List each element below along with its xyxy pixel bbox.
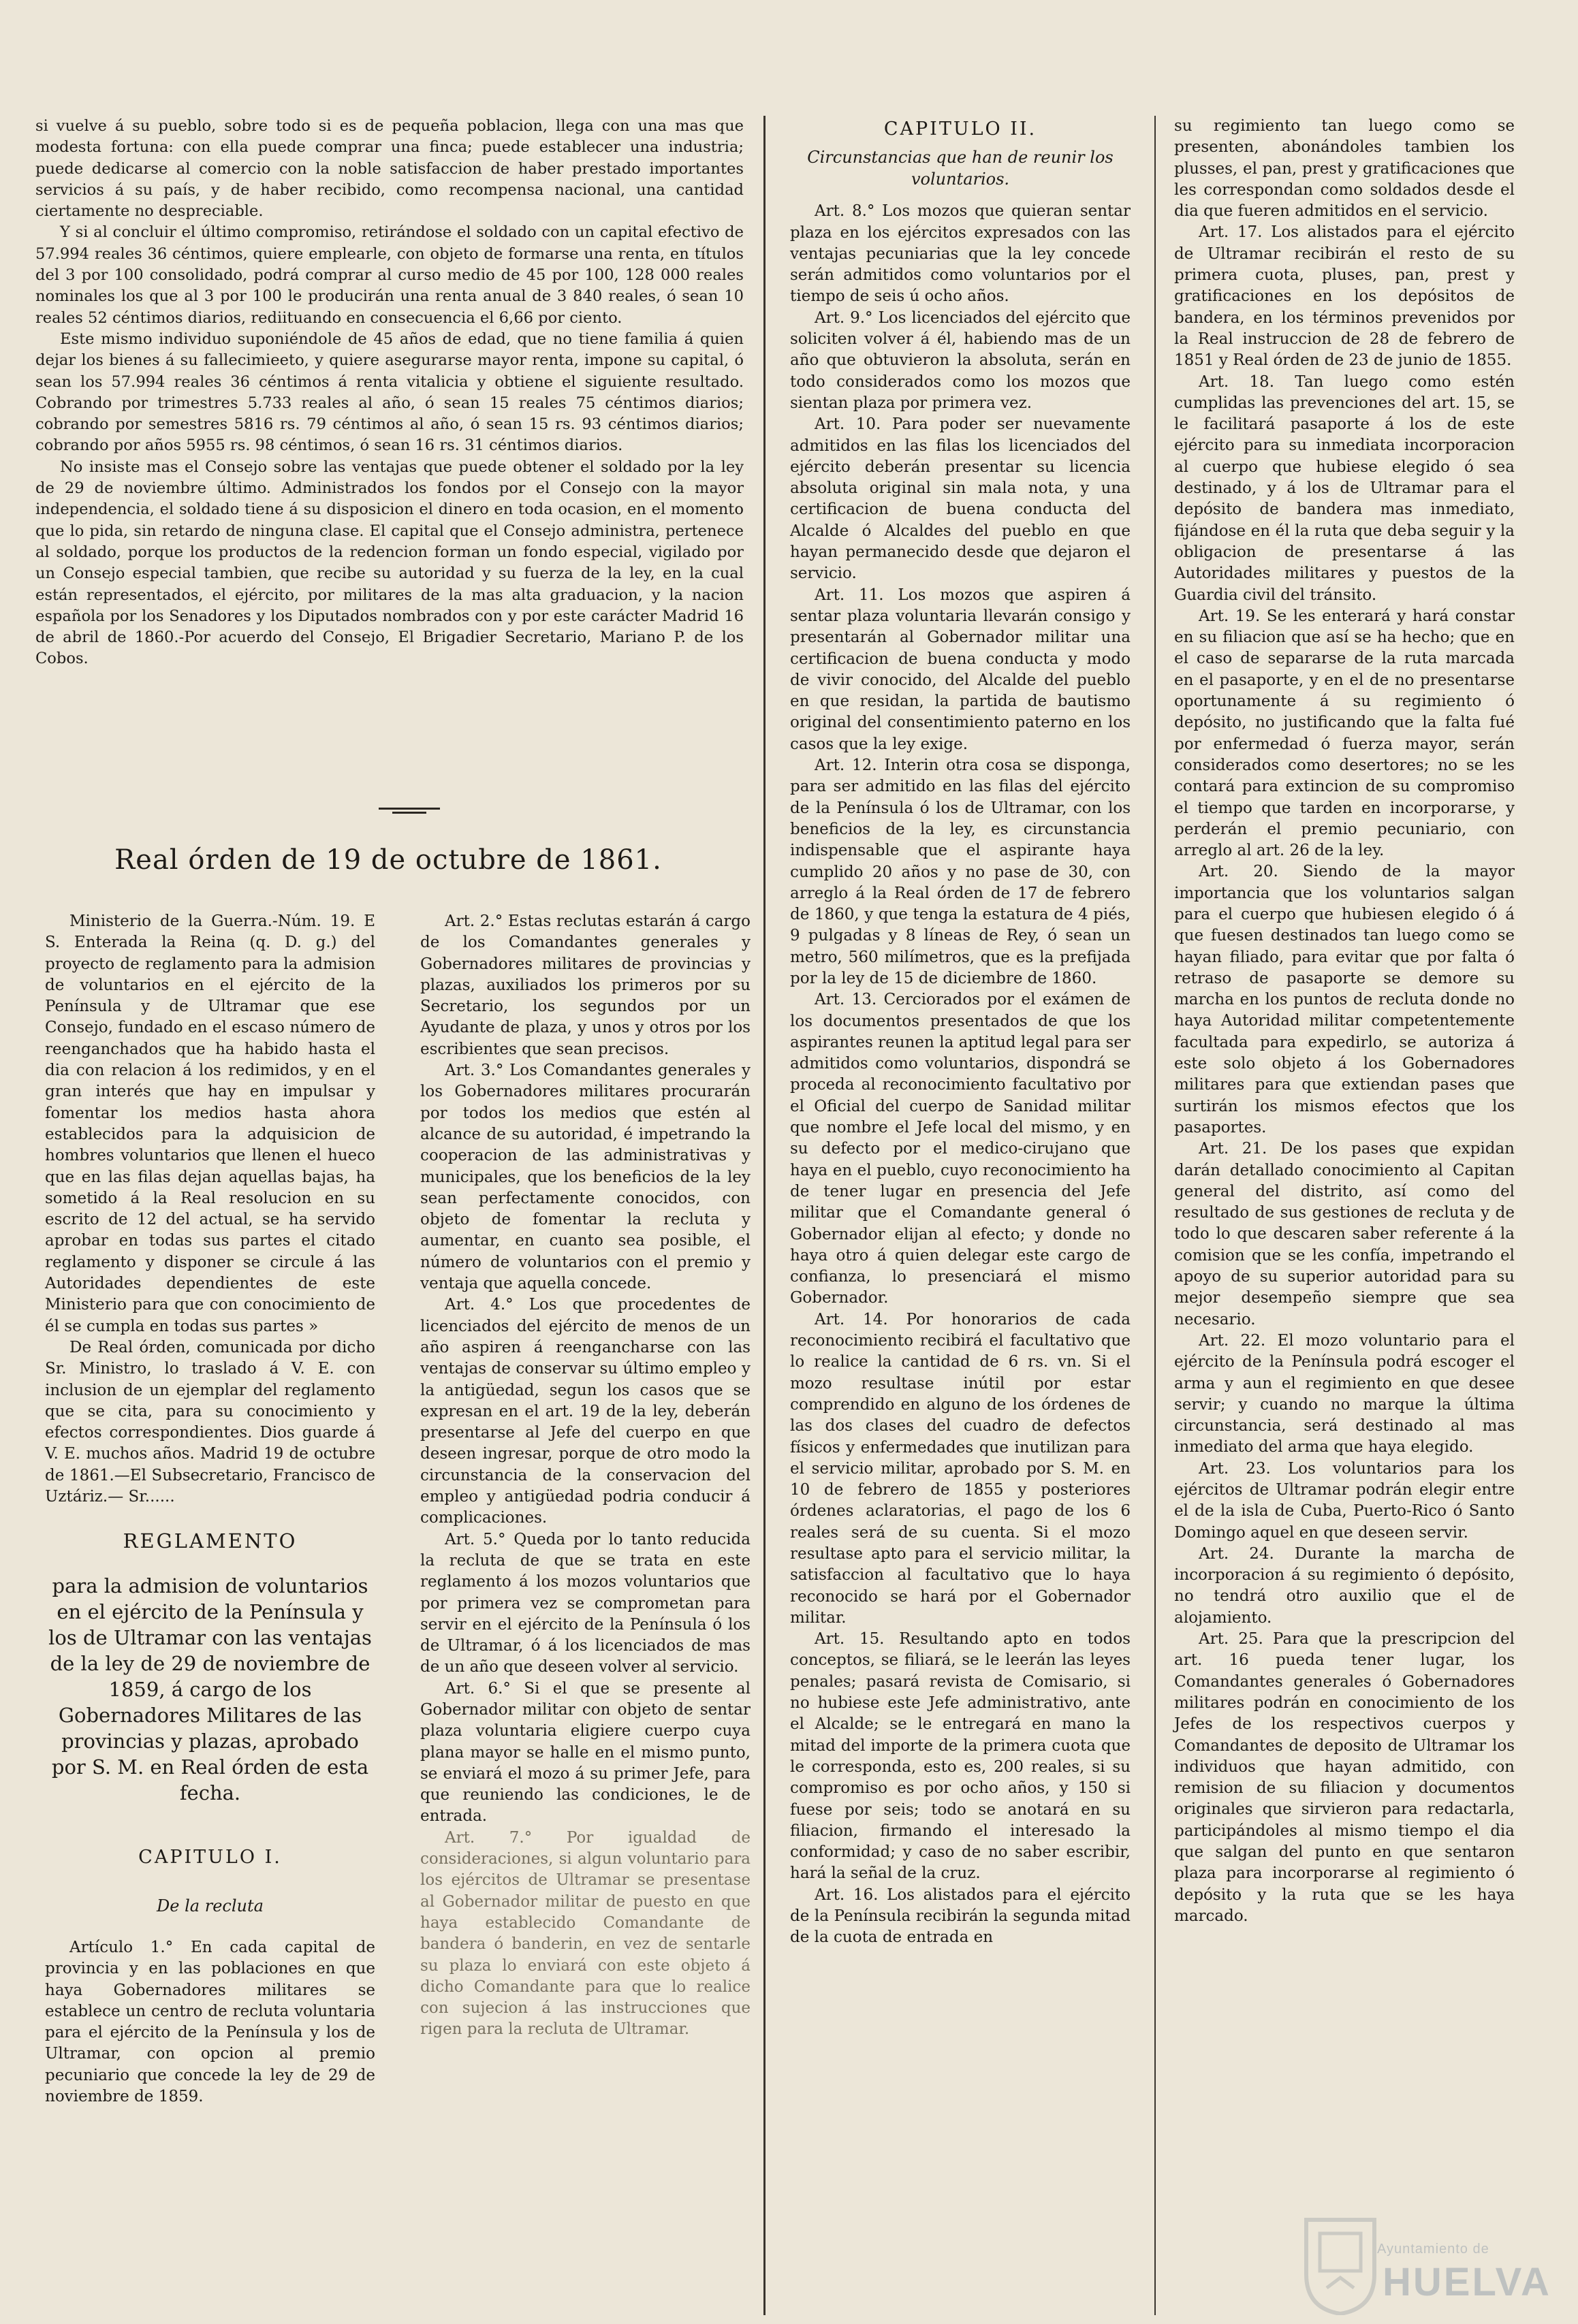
paragraph: Art. 7.° Por igualdad de consideraciones, si algun voluntario para los ejércitos de Ultramar se presentase al Gobernador militar de puesto en que haya establecido Comandante de bandera ó banderin, en vez de sentarle su plaza lo enviará con este objeto á dicho Comandante para que lo realice con sujecion á las instrucciones que rigen para la recluta de Ultramar.: [420, 1828, 751, 2039]
paragraph: su regimiento tan luego como se presenten, abonándoles tambien los plusses, el pan, prest y gratificaciones que les correspondan como soldados desde el dia que fueren admitidos en el servicio.: [1174, 117, 1515, 221]
paragraph: Y si al concluir el último compromiso, retirándose el soldado con un capital efectivo de 57.994 reales 36 céntimos, quiere emplearle, con objeto de formarse una renta, en títulos del 3 por 100 consolidado, podrá comprar al curso medio de 45 por 100, 128 000 reales nominales los que al 3 por 100 le producirán una renta anual de 3 840 reales, ó sean 10 reales 52 céntimos diarios, rediituando en consecuencia el 6,66 por ciento.: [35, 223, 744, 327]
column-rule-1: [763, 116, 766, 2315]
paragraph: Art. 19. Se les enterará y hará constar en su filiacion que así se ha hecho; que en el caso de separarse de la ruta marcada en el pasaporte, y en el de no presentarse oportunamente á su regimiento ó depósito, no justificando que la falta fué por enfermedad ó fuerza mayor, serán considerados como desertores; no se les contará para extincion de su compromiso el tiempo que tarden en incorporarse, y perderán el premio pecuniario, con arreglo al art. 26 de la ley.: [1174, 607, 1515, 860]
paragraph: Art. 18. Tan luego como estén cumplidas las prevenciones del art. 15, se le facilitará pasaporte á los de este ejército para su inmediata incorporacion al cuerpo que hubiese elegido ó sea destinado, y á los de Ultramar para el depósito de bandera mas inmediato, fijándose en él la ruta que deba seguir y la obligacion de presentarse á las Autoridades militares y puestos de la Guardia civil del tránsito.: [1174, 372, 1515, 604]
paragraph: Este mismo individuo suponiéndole de 45 años de edad, que no tiene familia á quien dejar los bienes á su fallecimieeto, y quiere asegurarse mayor renta, impone su capital, ó sean los 57.994 reales 36 céntimos á renta vitalicia y obtiene el siguiente resultado. Cobrando por trimestres 5.733 reales al año, ó sean 15 reales 75 céntimos diarios; cobrando por semestres 5816 rs. 79 céntimos al año, ó sean 15 rs. 93 céntimos diarios; cobrando por años 5955 rs. 98 céntimos, ó sean 16 rs. 31 céntimos diarios.: [35, 330, 744, 455]
paragraph: Art. 17. Los alistados para el ejército de Ultramar recibirán el resto de su primera cuota, pluses, pan, prest y gratificaciones en los depósitos de bandera, en los términos prevenidos por la Real instruccion de 28 de febrero de 1851 y Real órden de 23 de junio de 1855.: [1174, 223, 1515, 370]
column-left-top: [35, 116, 744, 670]
column-rule-2: [1154, 116, 1156, 2315]
paragraph: Art. 3.° Los Comandantes generales y los Gobernadores militares procurarán por todos los medios que estén al alcance de su autoridad, é impetrando la cooperacion de las administrativas y municipales, que los beneficios de la ley sean perfectamente conocidos, con objeto de fomentar la recluta y aumentar, en cuanto sea posible, el número de voluntarios con el premio y ventaja que aquella concede.: [420, 1062, 751, 1293]
paragraph: Art. 16. Los alistados para el ejército de la Península recibirán la segunda mitad de la cuota de entrada en: [790, 1885, 1131, 1947]
reglamento-description: para la admision de voluntarios en el ejército de la Península y los de Ultramar con las ventajas de la ley de 29 de noviembre de 1859, á cargo de los Gobernadores Militares de las provincias y plazas, aprobado por S. M. en Real órden de esta fecha.: [48, 1574, 372, 1804]
paragraph: Art. 20. Siendo de la mayor importancia que los voluntarios salgan para el cuerpo que hubiesen elegido ó á que fuesen destinados tan luego como se hayan filiado, para evitar que por falta ó retraso de pasaporte se demore su marcha en los puntos de recluta donde no haya Autoridad militar competentemente facultada para expedirlo, se autoriza á este solo objeto á los Gobernadores militares para que extiendan pases que surtirán los mismos efectos que los pasaportes.: [1174, 863, 1515, 1136]
column-b: [45, 911, 375, 2107]
paragraph: Art. 8.° Los mozos que quieran sentar plaza en los ejércitos expresados con las ventajas pecuniarias que la ley concede serán admitidos como voluntarios por el tiempo de seis ú ocho años.: [790, 202, 1131, 306]
column-d: [790, 116, 1131, 1949]
paragraph: De Real órden, comunicada por dicho Sr. Ministro, lo traslado á V. E. con inclusion de un ejemplar del reglamento que se cita, para su conocimiento y efectos correspondientes. Dios guarde á V. E. muchos años. Madrid 19 de octubre de 1861.—El Subsecretario, Francisco de Uztáriz.— Sr......: [45, 1338, 375, 1506]
paragraph: Art. 6.° Si el que se presente al Gobernador militar con objeto de sentar plaza voluntaria eligiere cuerpo cuya plana mayor se halle en el mismo punto, se enviará el mozo á su primer Jefe, para que reuniendo las condiciones, le de entrada.: [420, 1679, 751, 1826]
paragraph: Art. 25. Para que la prescripcion del art. 16 pueda tener lugar, los Comandantes generales ó Gobernadores militares podrán en conocimiento de los Jefes de los respectivos cuerpos y Comandantes de deposito de Ultramar los individuos que hayan admitido, con remision de su filiacion y documentos originales que sirvieron para redactarla, participándoles al mismo tiempo el dia que salgan del punto en que sentaron plaza para incorporarse al regimiento ó depósito y la ruta que se les haya marcado.: [1174, 1630, 1515, 1925]
paragraph: Art. 14. Por honorarios de cada reconocimiento recibirá el facultativo que lo realice la cantidad de 6 rs. vn. Si el mozo resultase inútil por estar comprendido en alguno de los órdenes de las dos clases del cuadro de defectos físicos y enfermedades que inutilizan para el servicio militar, aprobado por S. M. en 10 de febrero de 1855 y posteriores órdenes aclaratorias, el pago de los 6 reales será de su cuenta. Si el mozo resultase apto para el servicio militar, la satisfaccion al facultativo que lo haya reconocido se hará por el Gobernador militar.: [790, 1310, 1131, 1627]
paragraph: Art. 10. Para poder ser nuevamente admitidos en las filas los licenciados del ejército deberán presentar su licencia absoluta original sin mala nota, y una certificacion de buena conducta del Alcalde ó Alcaldes del pueblo en que hayan permanecido desde que dejaron el servicio.: [790, 415, 1131, 583]
paragraph: Ministerio de la Guerra.-Núm. 19. E S. Enterada la Reina (q. D. g.) del proyecto de reglamento para la admision de voluntarios en el ejército de la Península y de Ultramar que ese Consejo, fundado en el escaso número de reenganchados que ha habido hasta el dia con relacion á los redimidos, y en el gran interés que hay en impulsar y fomentar los medios hasta ahora establecidos para la adquisicion de hombres voluntarios que llenen el hueco que en las filas dejan aquellas bajas, ha sometido á la Real resolucion en su escrito de 12 del actual, se ha servido aprobar en todas sus partes el citado reglamento y disponer se circule á las Autoridades dependientes de este Ministerio para que con conocimiento de él se cumpla en todas sus partes »: [45, 912, 375, 1335]
column-c: [420, 911, 751, 2041]
paragraph: Art. 11. Los mozos que aspiren á sentar plaza voluntaria llevarán consigo y presentarán al Gobernador militar una certificacion de buena conducta y modo de vivir conocido, del Alcalde del pueblo en que residan, la partida de bautismo original del consentimiento paterno en los casos que la ley exige.: [790, 586, 1131, 753]
chapter-1-subtitle: De la recluta: [157, 1896, 264, 1915]
paragraph: No insiste mas el Consejo sobre las ventajas que puede obtener el soldado por la ley de 29 de noviembre último. Administrados los fondos por el Consejo con la mayor independencia, el soldado tiene á su disposicion el dinero en toda ocasion, en el momento que lo pida, sin retardo de ninguna clase. El capital que el Consejo administra, pertenece al soldado, porque los productos de la redencion forman un fondo especial, vigilado por un Consejo especial tambien, que recibe su autoridad y su fuerza de la ley, en la cual están representados, el ejército, por militares de la mas alta graduacion, y la nacion española por los Senadores y los Diputados nombrados con y por este carácter Madrid 16 de abril de 1860.-Por acuerdo del Consejo, El Brigadier Secretario, Mariano P. de los Cobos.: [35, 458, 744, 668]
chapter-1-heading: CAPITULO I.: [138, 1846, 282, 1868]
reglamento-heading: REGLAMENTO: [123, 1529, 298, 1553]
paragraph: Art. 24. Durante la marcha de incorporacion á su regimiento ó depósito, no tendrá otro auxilio que el de alojamiento.: [1174, 1544, 1515, 1627]
watermark-caption: Ayuntamiento de: [1377, 2242, 1489, 2257]
paragraph: Art. 12. Interin otra cosa se disponga, para ser admitido en las filas del ejército de la Península ó los de Ultramar, con los beneficios de la ley, es circunstancia indispensable que el aspirante haya cumplido 20 años y no pase de 30, con arreglo á la Real órden de 17 de febrero de 1860, y que tenga la estatura de 4 piés, 9 pulgadas y 8 líneas de Rey, ó sean un metro, 560 milímetros, que es la prefijada por la ley de 15 de diciembre de 1860.: [790, 757, 1131, 987]
chapter-2-heading: CAPITULO II.: [883, 118, 1037, 140]
paragraph: Art. 5.° Queda por lo tanto reducida la recluta de que se trata en este reglamento á los mozos voluntarios que por primera vez se comprometan para servir en el ejército de la Península ó los de Ultramar, ó á los licenciados de mas de un año que deseen volver al servicio.: [420, 1530, 751, 1676]
huelva-seal-icon: [1299, 2213, 1381, 2315]
paragraph: Art. 22. El mozo voluntario para el ejército de la Península podrá escoger el arma y aun el regimiento en que desee servir; y cuando no marque la última circunstancia, será destinado al mas inmediato del arma que haya elegido.: [1174, 1331, 1515, 1457]
section-separator: [379, 808, 440, 814]
paragraph: Art. 2.° Estas reclutas estarán á cargo de los Comandantes generales y Gobernadores militares de provincias y plazas, auxiliados los primeros por su Secretario, los segundos por un Ayudante de plaza, y unos y otros por los escribientes que sean precisos.: [420, 912, 751, 1058]
paragraph: Art. 21. De los pases que expidan darán detallado conocimiento al Capitan general del distrito, así como del resultado de sus gestiones de recluta y de todo lo que descaren saber referente á la comision que se les confía, impetrando el apoyo de su superior autoridad para su mejor desempeño siempre que sea necesario.: [1174, 1140, 1515, 1328]
paragraph: si vuelve á su pueblo, sobre todo si es de pequeña poblacion, llega con una mas que modesta fortuna: con ella puede comprar una finca; puede establecer una industria; puede dedicarse al comercio con la noble satisfaccion de haber prestado importantes servicios á su país, y de haber recibido, como recompensa nacional, una cantidad ciertamente no despreciable.: [35, 117, 744, 221]
watermark-huelva: HUELVA: [1383, 2260, 1551, 2304]
column-e: [1174, 116, 1515, 1927]
paragraph: Art. 4.° Los que procedentes de licenciados del ejército de menos de un año aspiren á reengancharse con las ventajas de conservar su último empleo y la antigüedad, segun los casos que se expresan en el art. 19 de la ley, deberán presentarse al Jefe del cuerpo en que deseen ingresar, porque de otro modo la circunstancia de la conservacion del empleo y antigüedad podria conducir á complicaciones.: [420, 1296, 751, 1527]
paragraph: Artículo 1.° En cada capital de provincia y en las poblaciones en que haya Gobernadores militares se establece un centro de recluta voluntaria para el ejército de la Península y los de Ultramar, con opcion al premio pecuniario que concede la ley de 29 de noviembre de 1859.: [45, 1938, 375, 2105]
paragraph: Art. 15. Resultando apto en todos conceptos, se filiará, se le leerán las leyes penales; pasará revista de Comisario, si no hubiese este Jefe administrativo, ante el Alcalde; se le entregará en mano la mitad del importe de la primera cuota que le corresponda, esto es, 200 reales, si su compromiso es por ocho años, y 150 si fuese por seis; todo se anotará en su filiacion, firmando el interesado la conformidad; y caso de no saber escribir, hará la señal de la cruz.: [790, 1630, 1131, 1883]
chapter-2-subtitle: Circunstancias que han de reunir los voluntarios.: [807, 148, 1114, 189]
decree-title: Real órden de 19 de octubre de 1861.: [114, 844, 662, 876]
paragraph: Art. 23. Los voluntarios para los ejércitos de Ultramar podrán elegir entre el de la isla de Cuba, Puerto-Rico ó Santo Domingo aquel en que deseen servir.: [1174, 1459, 1515, 1542]
paragraph: Art. 9.° Los licenciados del ejército que soliciten volver á él, habiendo mas de un año que obtuvieron la absoluta, serán en todo considerados como los mozos que sientan plaza por primera vez.: [790, 308, 1131, 412]
paragraph: Art. 13. Cerciorados por el exámen de los documentos presentados de que los aspirantes reunen la aptitud legal para ser admitidos como voluntarios, dispondrá se proceda al reconocimiento facultativo por el Oficial del cuerpo de Sanidad militar que nombre el Jefe local del mismo, y en su defecto por el medico-cirujano que haya en el pueblo, cuyo reconocimiento ha de tener lugar en presencia del Jefe militar que el Comandante general ó Gobernador elijan al efecto; y donde no haya otro á quien delegar este cargo de confianza, lo presenciará el mismo Gobernador.: [790, 991, 1131, 1307]
